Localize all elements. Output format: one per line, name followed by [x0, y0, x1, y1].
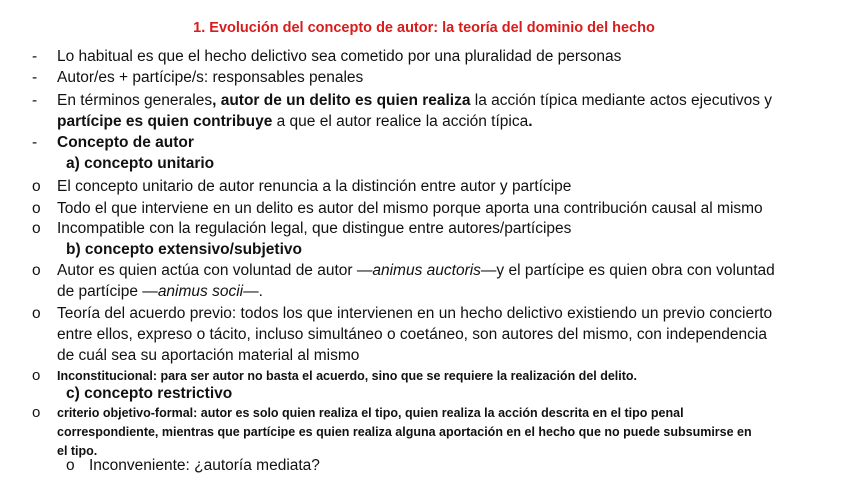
- slide-title: 1. Evolución del concepto de autor: la teoría del dominio del hecho: [193, 20, 655, 36]
- bullet-text: Lo habitual es que el hecho delictivo sea cometido por una pluralidad de personas: [57, 48, 622, 65]
- circle-marker: o: [32, 305, 41, 322]
- bullet-text: Autor/es + partícipe/s: responsables penales: [57, 69, 364, 86]
- circle-marker: o: [32, 404, 41, 421]
- bullet-text: Concepto de autor: [57, 134, 194, 151]
- circle-marker: o: [32, 200, 41, 217]
- bullet-text: partícipe es quien contribuye a que el autor realice la acción típica.: [57, 113, 533, 130]
- circle-marker: o: [32, 220, 41, 237]
- dash-marker: -: [32, 134, 38, 151]
- circle-marker: o: [32, 367, 41, 384]
- circle-marker: o: [32, 262, 41, 279]
- dash-marker: -: [32, 69, 38, 86]
- dash-marker: -: [32, 48, 38, 65]
- circle-marker: o: [32, 178, 41, 195]
- dash-marker: -: [32, 92, 38, 109]
- circle-marker: o: [66, 457, 75, 474]
- bullet-text: En términos generales, autor de un delito es quien realiza la acción típica mediante actos ejecutivos y: [57, 92, 773, 109]
